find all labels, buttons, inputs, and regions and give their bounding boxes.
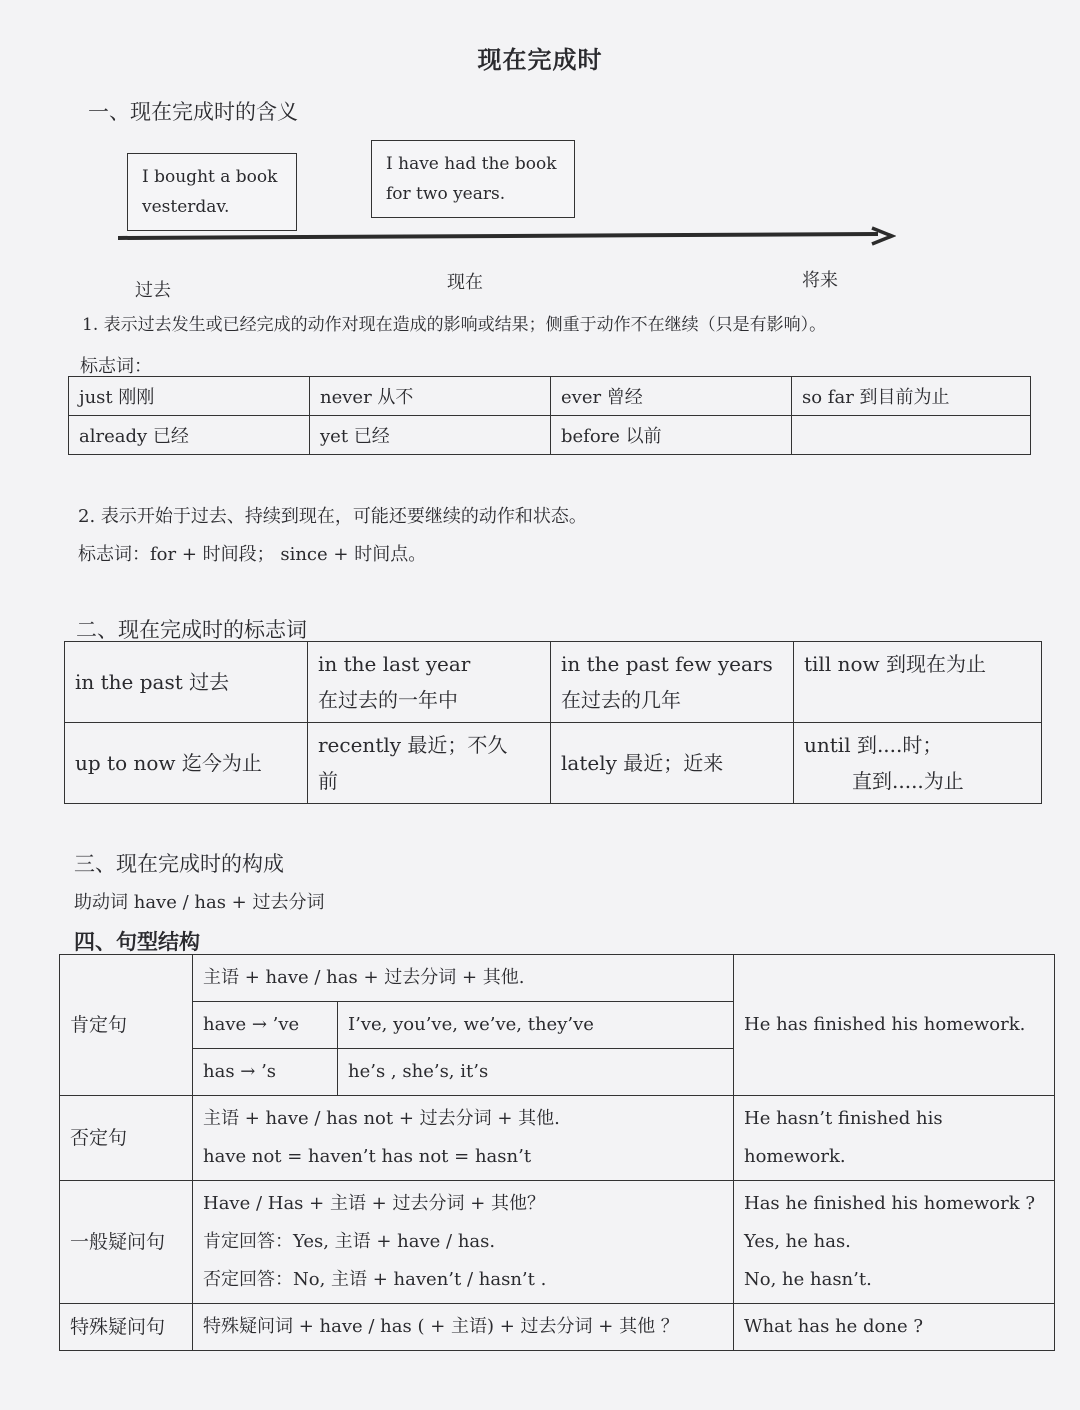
- table-cell: 特殊疑问词 + have / has ( + 主语) + 过去分词 + 其他 ？: [193, 1304, 734, 1351]
- table-cell: I’ve, you’ve, we’ve, they’ve: [338, 1002, 734, 1049]
- table-cell: already 已经: [69, 416, 310, 455]
- row-label: 一般疑问句: [60, 1181, 193, 1304]
- cell-text: 主语 + have / has not + 过去分词 + 其他.: [203, 1108, 560, 1129]
- usage-point-2: 2. 表示开始于过去、持续到现在，可能还要继续的动作和状态。: [78, 506, 587, 527]
- table-cell: so far 到目前为止: [792, 377, 1031, 416]
- table-cell: [794, 723, 1042, 804]
- usage-point-2-signal: 标志词：for + 时间段； since + 时间点。: [78, 544, 427, 565]
- table-cell: [308, 723, 551, 804]
- cell-text: 前: [318, 769, 338, 793]
- cell-text: 直到.....为止: [852, 769, 964, 793]
- table-row: [69, 416, 1031, 455]
- table-cell: before 以前: [551, 416, 792, 455]
- table-cell: [551, 642, 794, 723]
- table-row: [60, 1096, 1055, 1181]
- cell-text: 在过去的一年中: [318, 688, 458, 712]
- timeline-line: [118, 232, 878, 240]
- cell-text: Has he finished his homework ?: [744, 1193, 1036, 1214]
- section4-heading: 四、句型结构: [74, 929, 200, 954]
- box2-line2: for two years.: [386, 184, 506, 204]
- cell-text: in the last year: [318, 652, 471, 676]
- cell-text: lately 最近；近来: [561, 751, 724, 775]
- cell-text: in the past few years: [561, 652, 773, 676]
- section1-heading: 一、现在完成时的含义: [88, 100, 298, 124]
- table-row: [60, 955, 1055, 1002]
- row-label: 特殊疑问句: [60, 1304, 193, 1351]
- table-cell: What has he done ?: [734, 1304, 1055, 1351]
- section3-heading: 三、现在完成时的构成: [74, 852, 284, 876]
- cell-text: until 到....时；: [804, 733, 943, 757]
- sentence-pattern-table: [59, 954, 1055, 1351]
- example-box-present: [371, 140, 575, 218]
- cell-text: have not = haven’t has not = hasn’t: [203, 1146, 532, 1167]
- page-title: 现在完成时: [477, 45, 603, 74]
- row-label: 肯定句: [60, 955, 193, 1096]
- timeline-future: 将来: [802, 270, 838, 291]
- table-cell: has → ’s: [193, 1049, 338, 1096]
- timeline-present: 现在: [447, 272, 483, 293]
- cell-text: 在过去的几年: [561, 688, 681, 712]
- cell-text: 否定回答：No, 主语 + haven’t / hasn’t .: [203, 1269, 547, 1290]
- table-row: [60, 1304, 1055, 1351]
- table-cell: yet 已经: [310, 416, 551, 455]
- table-cell: [792, 416, 1031, 455]
- table-cell: [551, 723, 794, 804]
- table-cell: 主语 + have / has + 过去分词 + 其他.: [193, 955, 734, 1002]
- example-box-past: [127, 153, 297, 231]
- table-cell: he’s , she’s, it’s: [338, 1049, 734, 1096]
- box2-line1: I have had the book: [386, 154, 557, 174]
- timeline-arrow-icon: [870, 226, 896, 246]
- cell-text: No, he hasn’t.: [744, 1269, 872, 1290]
- table-cell: [308, 642, 551, 723]
- table-cell: [734, 1181, 1055, 1304]
- cell-text: recently 最近；不久: [318, 733, 508, 757]
- cell-text: in the past 过去: [75, 670, 230, 694]
- table-row: [65, 723, 1042, 804]
- usage-point-1: 1. 表示过去发生或已经完成的动作对现在造成的影响或结果；侧重于动作不在继续（只是有影响）。: [82, 315, 827, 335]
- table-cell: He hasn’t finished his homework.: [734, 1096, 1055, 1181]
- table-cell: [193, 1181, 734, 1304]
- time-signal-table: [64, 641, 1042, 804]
- box1-line2: vesterdav.: [142, 197, 230, 217]
- row-label: 否定句: [60, 1096, 193, 1181]
- section2-heading: 二、现在完成时的标志词: [76, 618, 307, 642]
- table-cell: just 刚刚: [69, 377, 310, 416]
- structure-formula: 助动词 have / has + 过去分词: [74, 892, 325, 913]
- table-cell: He has finished his homework.: [734, 955, 1055, 1096]
- table-cell: [193, 1096, 734, 1181]
- table-row: [65, 642, 1042, 723]
- cell-text: till now 到现在为止: [804, 652, 986, 676]
- cell-text: Yes, he has.: [744, 1231, 851, 1252]
- signal-label: 标志词：: [80, 356, 152, 377]
- cell-text: Have / Has + 主语 + 过去分词 + 其他？: [203, 1193, 545, 1214]
- timeline-past: 过去: [135, 280, 171, 301]
- table-cell: ever 曾经: [551, 377, 792, 416]
- cell-text: up to now 迄今为止: [75, 751, 262, 775]
- table-cell: have → ’ve: [193, 1002, 338, 1049]
- table-cell: [65, 642, 308, 723]
- table-row: [69, 377, 1031, 416]
- signal-words-table: [68, 376, 1031, 455]
- table-cell: never 从不: [310, 377, 551, 416]
- cell-text: 肯定回答：Yes, 主语 + have / has.: [203, 1231, 496, 1252]
- box1-line1: I bought a book: [142, 167, 278, 187]
- table-cell: [65, 723, 308, 804]
- table-row: [60, 1181, 1055, 1304]
- table-cell: [794, 642, 1042, 723]
